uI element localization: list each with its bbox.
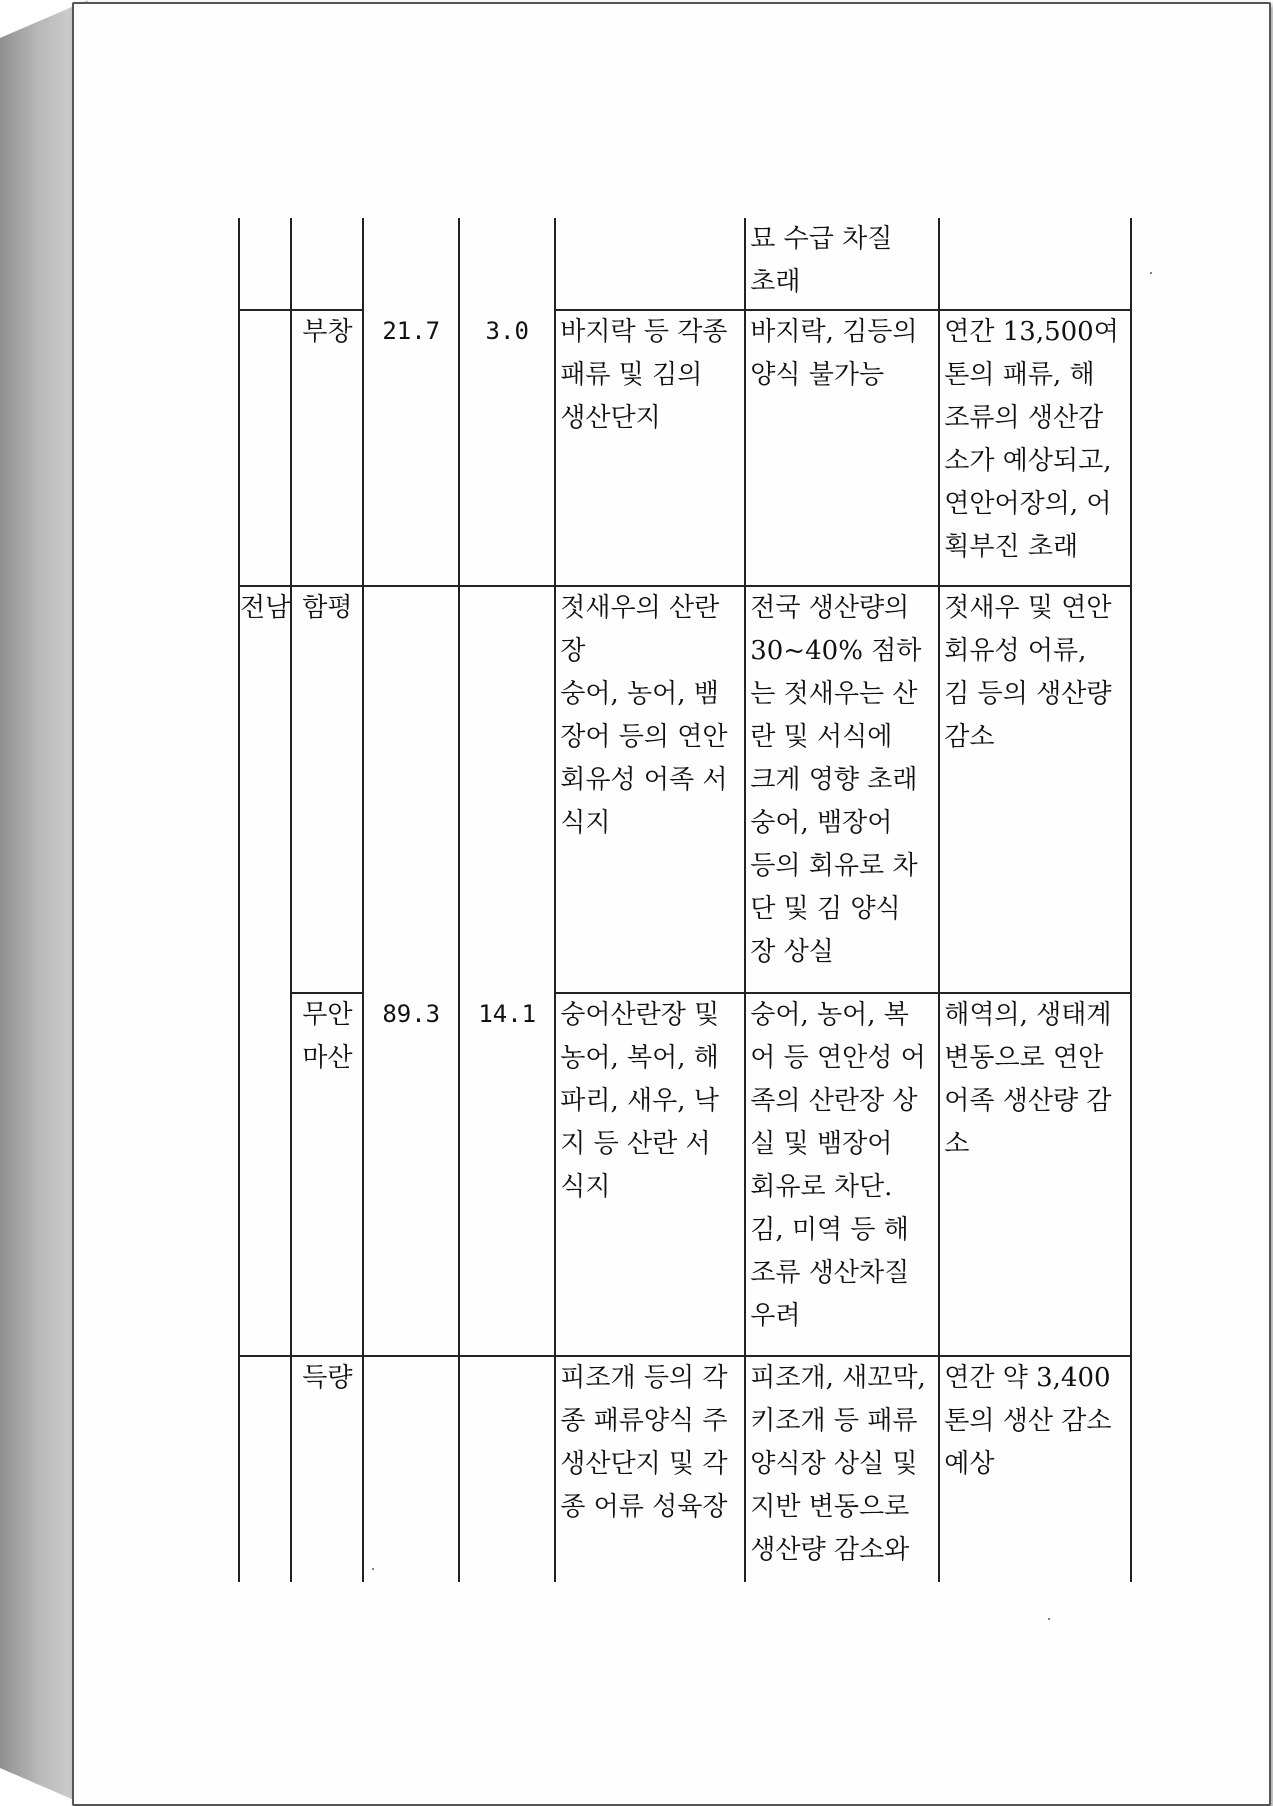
table-row: [239, 218, 1131, 310]
value2-cell: [459, 218, 555, 310]
value2-cell: 14.1: [459, 993, 555, 1356]
impact-cell: 전국 생산량의 30~40% 점하 는 젓새우는 산 란 및 서식에 크게 영향 초래 숭어, 뱀장어 등의 회유로 차 단 및 김 양식 장 상실: [745, 586, 939, 993]
impact-cell: 피조개, 새꼬막, 키조개 등 패류 양식장 상실 및 지반 변동으로 생산량 감소와: [745, 1356, 939, 1582]
value2-cell: [459, 586, 555, 993]
area-cell: 부창: [291, 310, 363, 586]
table-row: [239, 1356, 1131, 1582]
impact-cell: 숭어, 농어, 복 어 등 연안성 어 족의 산란장 상 실 및 뱀장어 회유로 차단. 김, 미역 등 해 조류 생산차질 우려: [745, 993, 939, 1356]
damage-cell: 연간 13,500여 톤의 패류, 해 조류의 생산감 소가 예상되고, 연안어장의, 어 획부진 초래: [939, 310, 1131, 586]
description-cell: 젓새우의 산란 장 숭어, 농어, 뱀 장어 등의 연안 회유성 어족 서 식지: [555, 586, 745, 993]
value1-cell: 21.7: [363, 310, 459, 586]
area-cell: 무안 마산: [291, 993, 363, 1356]
impact-cell: 묘 수급 차질 초래: [745, 218, 939, 310]
scan-speck: [372, 1568, 374, 1570]
region-cell: [239, 1356, 291, 1582]
region-cell: [239, 218, 291, 310]
scan-speck: [1048, 1618, 1050, 1620]
area-cell: 함평: [291, 586, 363, 993]
damage-cell: 연간 약 3,400 톤의 생산 감소 예상: [939, 1356, 1131, 1582]
value2-cell: [459, 1356, 555, 1582]
damage-cell: 해역의, 생태계 변동으로 연안 어족 생산량 감 소: [939, 993, 1131, 1356]
area-cell: [291, 218, 363, 310]
value1-cell: [363, 586, 459, 993]
description-cell: [555, 218, 745, 310]
region-cell: [239, 993, 291, 1356]
description-cell: 바지락 등 각종 패류 및 김의 생산단지: [555, 310, 745, 586]
value1-cell: [363, 218, 459, 310]
value2-cell: 3.0: [459, 310, 555, 586]
damage-cell: [939, 218, 1131, 310]
description-cell: 숭어산란장 및 농어, 복어, 해 파리, 새우, 낙 지 등 산란 서 식지: [555, 993, 745, 1356]
damage-cell: 젓새우 및 연안 회유성 어류, 김 등의 생산량 감소: [939, 586, 1131, 993]
table-row: [239, 310, 1131, 586]
area-cell: 득량: [291, 1356, 363, 1582]
impact-cell: 바지락, 김등의 양식 불가능: [745, 310, 939, 586]
description-cell: 피조개 등의 각 종 패류양식 주 생산단지 및 각 종 어류 성육장: [555, 1356, 745, 1582]
table-row: [239, 586, 1131, 993]
value1-cell: 89.3: [363, 993, 459, 1356]
fishery-impact-table: [238, 218, 1132, 1582]
value1-cell: [363, 1356, 459, 1582]
region-cell: 전남: [239, 586, 291, 993]
scan-speck: [1150, 272, 1152, 274]
region-cell: [239, 310, 291, 586]
table-row: [239, 993, 1131, 1356]
